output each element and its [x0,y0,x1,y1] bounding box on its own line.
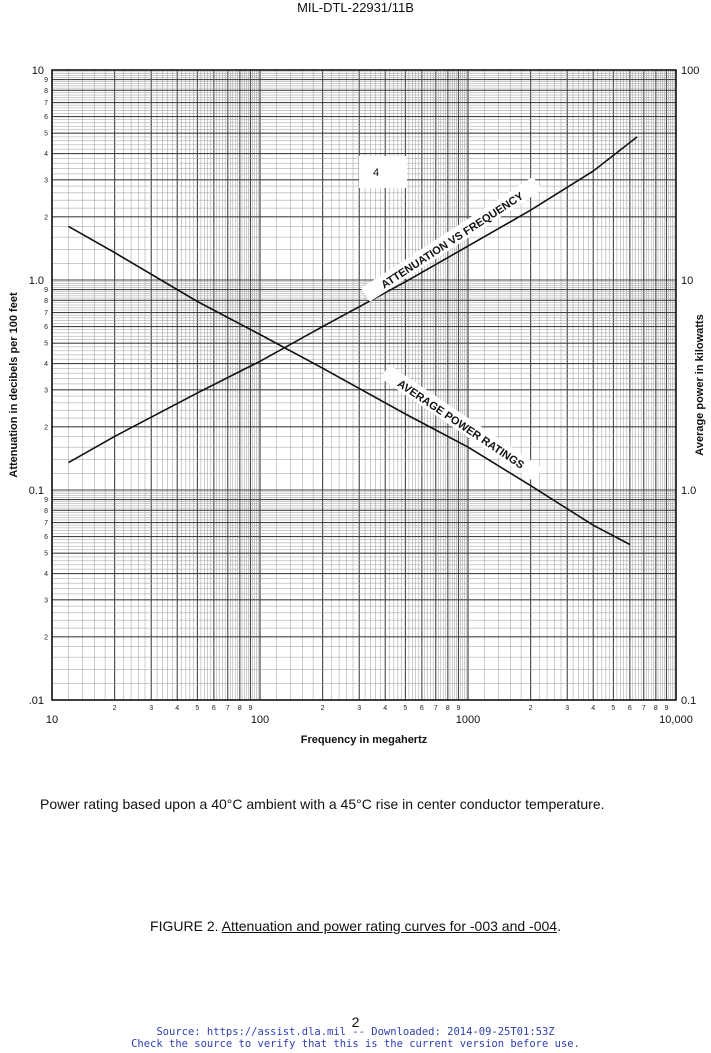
y-left-minor-tick-label: 2 [44,634,48,642]
attenuation-curve-label [361,177,542,302]
x-minor-tick-label: 9 [664,705,669,712]
chart-labels [8,156,706,746]
figure-caption-suffix: . [557,918,561,934]
x-minor-tick-label: 6 [419,705,424,712]
x-minor-tick-label: 2 [528,705,533,712]
x-tick-label: 100 [250,714,270,726]
y-left-minor-tick-label: 4 [44,361,48,369]
x-minor-tick-label: 3 [357,705,362,712]
y-left-tick-label: .01 [28,695,44,707]
x-minor-tick-label: 4 [175,705,180,712]
y-left-minor-tick-label: 3 [44,177,48,185]
y-left-minor-tick-label: 8 [44,507,48,515]
y-left-minor-tick-label: 9 [44,497,48,505]
box-label-text: 4 [372,167,380,179]
x-minor-tick-label: 2 [112,705,117,712]
y-right-tick-label: 1.0 [681,485,697,497]
power-rating-note: Power rating based upon a 40°C ambient with a 45°C rise in center conductor temperature. [40,796,605,812]
y-left-minor-tick-label: 6 [44,534,48,542]
x-minor-tick-label: 4 [383,705,388,712]
y-left-minor-tick-label: 5 [44,340,48,348]
y-left-minor-tick-label: 4 [44,151,48,159]
y-left-minor-tick-label: 3 [44,387,48,395]
y-left-minor-tick-label: 2 [44,214,48,222]
figure-caption [0,918,711,934]
x-minor-tick-label: 8 [237,705,242,712]
x-minor-tick-label: 5 [403,705,408,712]
y-left-minor-tick-label: 4 [44,571,48,579]
y-right-tick-label: 0.1 [681,695,697,707]
x-tick-label: 10 [45,714,59,726]
x-minor-tick-label: 7 [641,705,646,712]
x-minor-tick-label: 4 [591,705,596,712]
x-minor-tick-label: 9 [456,705,461,712]
y-left-minor-tick-label: 7 [44,520,48,528]
y-left-minor-tick-label: 6 [44,114,48,122]
x-minor-tick-label: 8 [445,705,450,712]
figure-caption-prefix: FIGURE 2. [150,918,222,934]
y-left-tick-label: 10 [31,65,44,77]
source-line-1: Source: https://assist.dla.mil -- Downloaded: 2014-09-25T01:53Z [156,1026,555,1038]
y-left-minor-tick-label: 2 [44,424,48,432]
box-label-bg [359,156,407,188]
y-left-minor-tick-label: 5 [44,130,48,138]
document-id-header: MIL-DTL-22931/11B [297,0,414,15]
y-left-minor-tick-label: 9 [44,287,48,295]
page-number: 2 [351,1014,360,1030]
power-rating-curve [69,226,630,544]
source-footer [0,1026,711,1050]
y-left-minor-tick-label: 9 [44,77,48,85]
y-left-minor-tick-label: 8 [44,297,48,305]
attenuation-curve-label-text: ATTENUATION VS FREQUENCY [379,190,526,292]
x-minor-tick-label: 3 [565,705,570,712]
y-left-minor-tick-label: 8 [44,87,48,95]
y-left-tick-label: 1.0 [28,275,44,287]
x-tick-label: 1000 [455,714,481,726]
x-minor-tick-label: 3 [149,705,154,712]
x-minor-tick-label: 6 [211,705,216,712]
y-left-minor-tick-label: 3 [44,597,48,605]
y-left-minor-tick-label: 6 [44,324,48,332]
y-right-tick-label: 10 [681,275,694,287]
x-minor-tick-label: 5 [195,705,200,712]
power-rating-curve-label [380,365,542,482]
y-left-tick-label: 0.1 [28,485,44,497]
power-rating-curve-label-text: AVERAGE POWER RATINGS [394,377,526,472]
x-minor-tick-label: 6 [627,705,632,712]
x-minor-tick-label: 7 [225,705,230,712]
y-right-axis-title: Average power in kilowatts [694,314,706,456]
y-left-axis-title: Attenuation in decibels per 100 feet [8,292,20,478]
y-left-minor-tick-label: 7 [44,310,48,318]
x-minor-tick-label: 9 [248,705,253,712]
x-axis-title: Frequency in megahertz [300,734,428,746]
x-minor-tick-label: 5 [611,705,616,712]
x-minor-tick-label: 7 [433,705,438,712]
x-tick-label: 10,000 [659,714,693,726]
x-minor-tick-label: 8 [653,705,658,712]
y-left-minor-tick-label: 7 [44,100,48,108]
y-right-tick-label: 100 [681,65,700,77]
figure-caption-title: Attenuation and power rating curves for -003 and -004 [221,918,558,934]
y-left-minor-tick-label: 5 [44,550,48,558]
source-line-2: Check the source to verify that this is the current version before use. [131,1038,580,1050]
x-minor-tick-label: 2 [320,705,325,712]
